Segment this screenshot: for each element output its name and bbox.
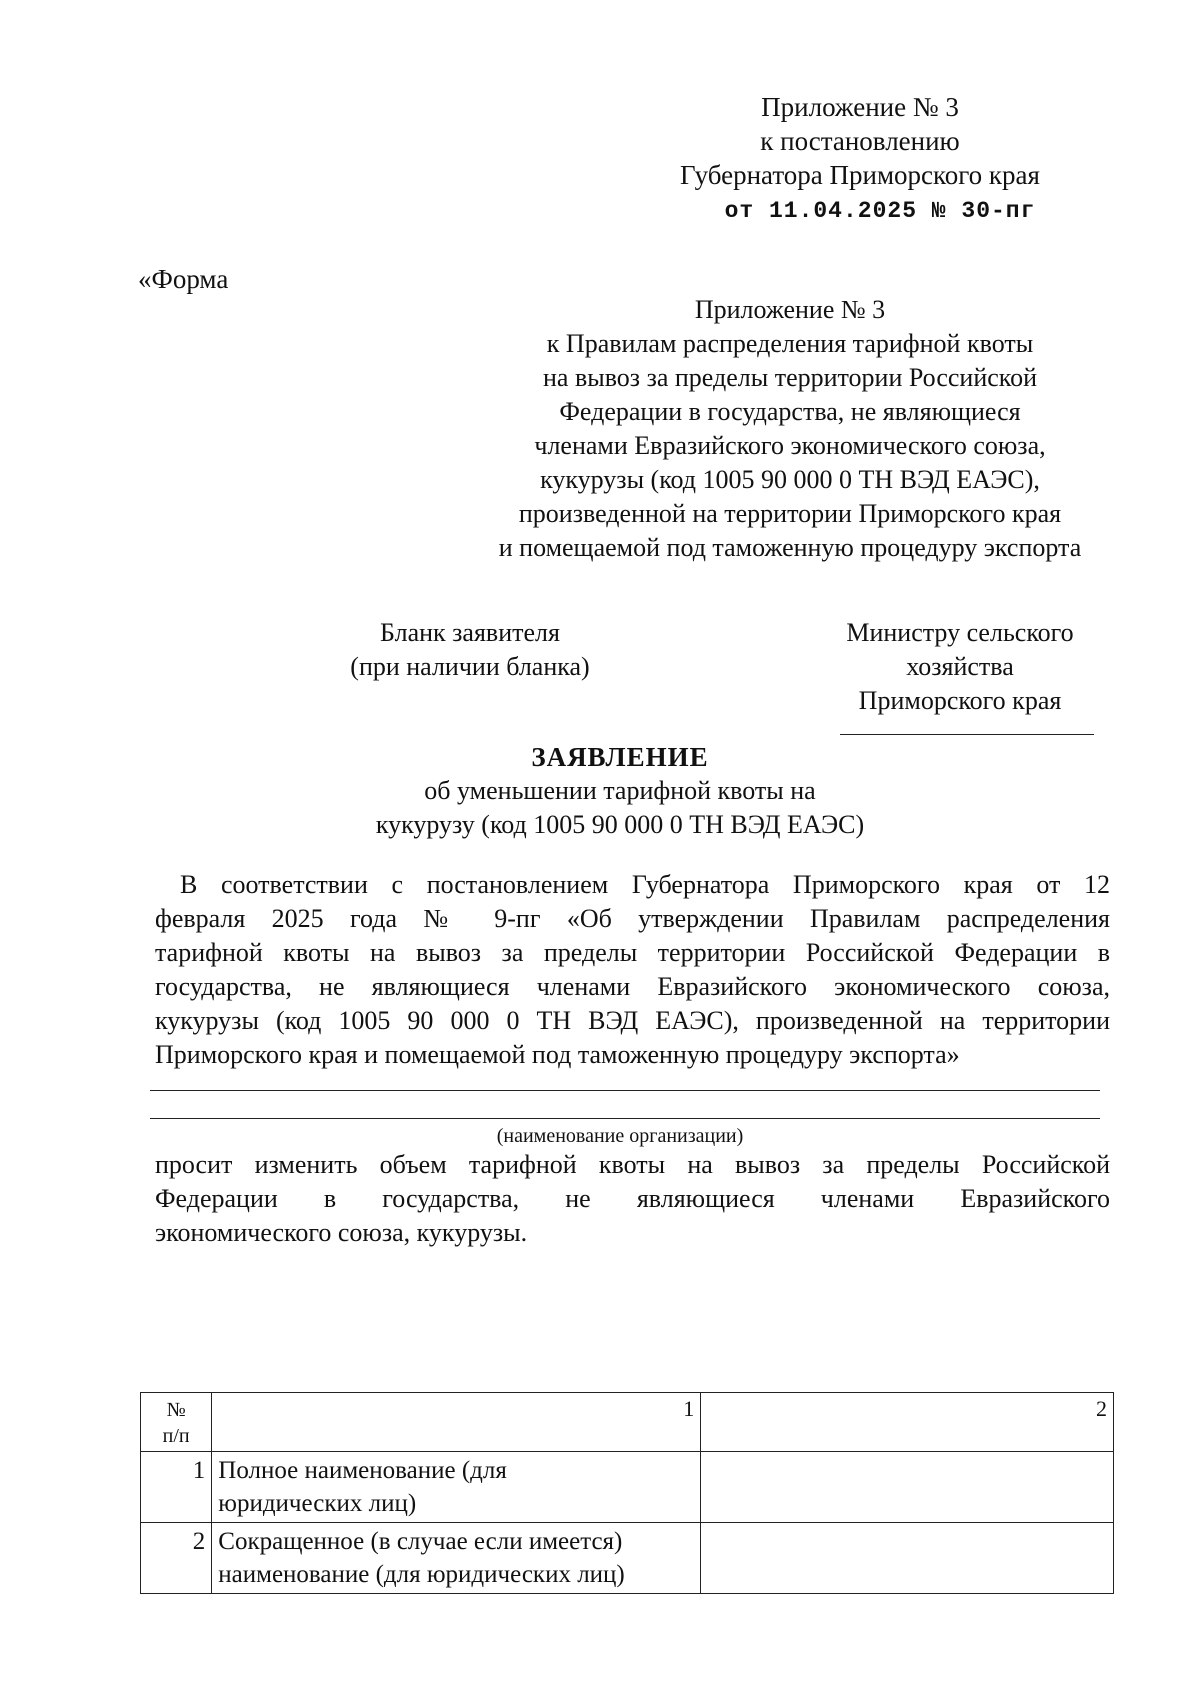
table-row-label-line: наименование (для юридических лиц) (218, 1561, 625, 1588)
body-line: В соответствии с постановлением Губернатора Приморского края от 12 (180, 870, 1110, 899)
header-appendix-title: Приложение № 3 (761, 92, 959, 122)
body-line: кукурузы (код 1005 90 000 0 ТН ВЭД ЕАЭС), произведенной на территории (155, 1006, 1110, 1035)
table-row-label-line: Полное наименование (для (218, 1457, 507, 1484)
form-label: «Форма (138, 264, 229, 294)
table-row-label-line: юридических лиц) (218, 1490, 417, 1517)
appendix-line: и помещаемой под таможенную процедуру экспорта (498, 533, 1082, 562)
table-row-label (212, 1452, 701, 1523)
table-row-value[interactable] (701, 1452, 1114, 1523)
appendix-line: к Правилам распределения тарифной квоты (546, 329, 1034, 358)
appendix-line: Федерации в государства, не являющиеся (559, 397, 1021, 426)
body-line: экономического союза, кукурузы. (155, 1218, 528, 1247)
table-row (141, 1452, 1114, 1523)
body-line: Федерации в государства, не являющиеся членами Евразийского (155, 1184, 1110, 1213)
table-row (141, 1523, 1114, 1594)
table-header-number-label: п/п (162, 1425, 190, 1447)
table-header-col1: 1 (212, 1393, 701, 1452)
table-header-row (141, 1393, 1114, 1452)
appendix-line: членами Евразийского экономического союза, (534, 431, 1046, 460)
header-date-number: от 11.04.2025 № 30-пг (724, 198, 1036, 224)
document-subtitle: кукурузу (код 1005 90 000 0 ТН ВЭД ЕАЭС) (375, 810, 865, 839)
table-header-number (141, 1393, 212, 1452)
appendix-line: произведенной на территории Приморского края (518, 499, 1062, 528)
document-subtitle: об уменьшении тарифной квоты на (424, 776, 816, 805)
organization-name-caption: (наименование организации) (496, 1125, 744, 1147)
applicant-blank-note: (при наличии бланка) (350, 652, 590, 681)
body-line: февраля 2025 года № 9-пг «Об утверждении Правилам распределения (155, 904, 1110, 933)
addressee-line: хозяйства (906, 652, 1014, 681)
body-line: просит изменить объем тарифной квоты на вывоз за пределы Российской (155, 1150, 1110, 1179)
table-header-col2: 2 (701, 1393, 1114, 1452)
appendix-line: на вывоз за пределы территории Российской (543, 363, 1037, 392)
table-row-number: 2 (141, 1523, 212, 1594)
table-row-label-line: Сокращенное (в случае если имеется) (218, 1528, 623, 1555)
appendix-line: кукурузы (код 1005 90 000 0 ТН ВЭД ЕАЭС), (540, 465, 1040, 494)
addressee-line: Министру сельского (846, 618, 1074, 647)
organization-name-line[interactable] (150, 1118, 1100, 1119)
organization-name-line[interactable] (150, 1090, 1100, 1091)
body-line: тарифной квоты на вывоз за пределы территории Российской Федерации в (155, 938, 1110, 967)
application-table (140, 1392, 1114, 1594)
addressee-signature-line (840, 734, 1094, 735)
table-row-number: 1 (141, 1452, 212, 1523)
body-line: Приморского края и помещаемой под таможенную процедуру экспорта» (155, 1040, 960, 1069)
header-appendix-issuer: Губернатора Приморского края (680, 160, 1040, 190)
applicant-blank-label: Бланк заявителя (380, 618, 560, 647)
table-header-number-sign: № (166, 1399, 186, 1421)
appendix-line: Приложение № 3 (694, 295, 886, 324)
addressee-line: Приморского края (858, 686, 1062, 715)
header-appendix-subtitle: к постановлению (760, 126, 960, 156)
table-row-label (212, 1523, 701, 1594)
table-row-value[interactable] (701, 1523, 1114, 1594)
body-line: государства, не являющиеся членами Евразийского экономического союза, (155, 972, 1110, 1001)
document-title: ЗАЯВЛЕНИЕ (531, 742, 709, 772)
